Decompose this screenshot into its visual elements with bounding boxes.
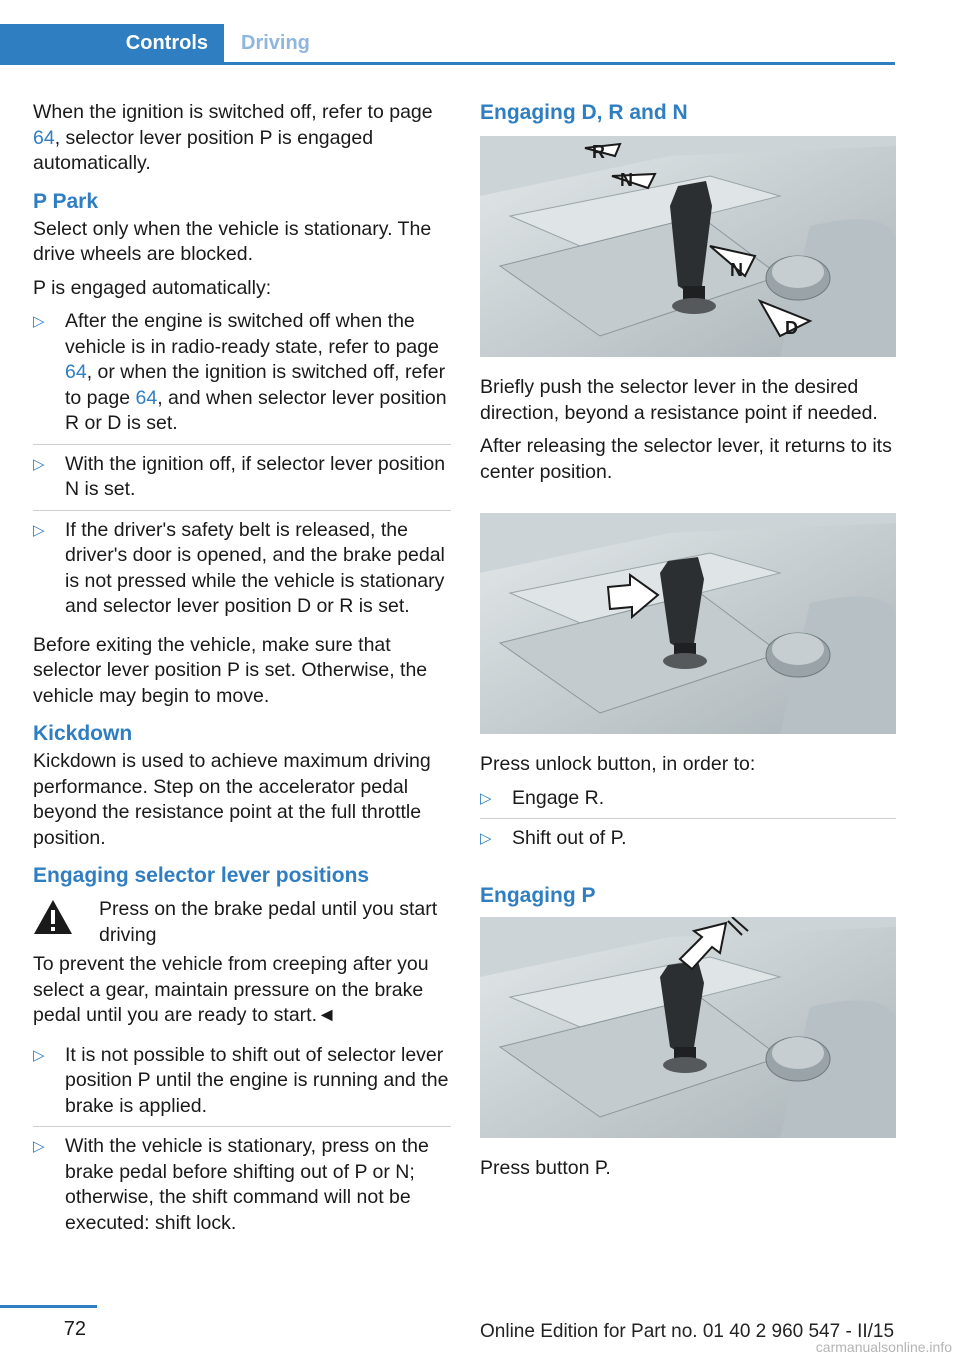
page-number: 72 — [63, 1318, 86, 1340]
list-item: ▷ If the driver's safety belt is released, the driver's door is opened, and the brake pedal is not pressed while the vehicle is stationary and selector lever position D or R is set. — [33, 518, 445, 617]
triangle-right-icon: ▷ — [33, 455, 45, 473]
left-column — [33, 100, 451, 1249]
list-item: ▷ Engage R. — [480, 786, 896, 820]
list-item: ▷ With the vehicle is stationary, press on the brake pedal before shifting out of P or N; otherwise, the shift command will not be executed: shift lock. — [33, 1135, 429, 1234]
intro-paragraph: When the ignition is switched off, refer to page 64, selector lever position P is engaged automatically. — [33, 101, 433, 174]
exit-paragraph: Before exiting the vehicle, make sure that selector lever position P is set. Otherwise, the vehicle may begin to move. — [33, 633, 428, 707]
watermark: carmanualsonline.info — [815, 1339, 952, 1355]
list-item: ▷ Shift out of P. — [480, 826, 896, 859]
triangle-right-icon: ▷ — [33, 1138, 45, 1155]
kickdown-paragraph: Kickdown is used to achieve maximum driving performance. Step on the accelerator pedal beyond the resistance point at the full throttle position. — [33, 750, 431, 849]
page-link[interactable]: 64 — [33, 126, 55, 149]
fig-label-r: R — [592, 142, 605, 162]
release-paragraph: After releasing the selector lever, it returns to its center position. — [480, 435, 892, 483]
triangle-right-icon: ▷ — [33, 1046, 45, 1064]
figure-button-p — [480, 917, 896, 1138]
fig-label-n: N — [620, 170, 633, 190]
ppark-heading: P Park — [33, 189, 98, 213]
triangle-right-icon: ▷ — [33, 313, 45, 330]
page-link[interactable]: 64 — [65, 361, 87, 383]
page-link[interactable]: 64 — [135, 386, 158, 409]
tab-driving[interactable]: Driving — [241, 32, 310, 54]
warning-triangle-icon — [33, 899, 73, 935]
figure-unlock-button — [480, 513, 896, 734]
edition-text: Online Edition for Part no. 01 40 2 960 547 - II/15 — [480, 1321, 895, 1342]
list-item: ▷ After the engine is switched off when the vehicle is in radio-ready state, refer to page 64, or when the ignition is switched off, refer to page 64, and when selector lever position R or D is set. — [33, 309, 451, 445]
list-item: ▷ With the ignition off, if selector lever position N is set. — [33, 452, 451, 511]
warning-title: Press on the brake pedal until you start driving — [99, 898, 438, 946]
figure-selector-lever-directions — [480, 136, 896, 357]
push-paragraph: Briefly push the selector lever in the desired direction, beyond a resistance point if needed. — [480, 376, 878, 424]
footer-rule — [0, 1305, 97, 1308]
kickdown-heading: Kickdown — [33, 722, 133, 745]
ppark-list — [33, 309, 451, 627]
right-column — [480, 100, 896, 1189]
engaging-p-heading: Engaging P — [480, 883, 596, 907]
engaging-drn-heading: Engaging D, R and N — [480, 101, 688, 124]
header-tabs — [0, 24, 895, 65]
tab-controls[interactable]: Controls — [0, 24, 224, 62]
unlock-paragraph: Press unlock button, in order to: — [480, 753, 756, 775]
press-p-paragraph: Press button P. — [480, 1156, 611, 1179]
warning-body: To prevent the vehicle from creeping after you select a gear, maintain pressure on the brake pedal until you are ready to start.◄ — [33, 953, 429, 1026]
fig-label-d: D — [785, 318, 798, 338]
triangle-right-icon: ▷ — [33, 521, 45, 539]
ppark-paragraph: Select only when the vehicle is stationary. The drive wheels are blocked. — [33, 217, 432, 265]
unlock-list — [480, 786, 896, 859]
engaging-list — [33, 1043, 451, 1244]
engaging-heading: Engaging selector lever positions — [33, 864, 370, 887]
fig-label-n: N — [730, 260, 743, 280]
list-item: ▷ It is not possible to shift out of selector lever position P until the engine is running and the brake is applied. — [33, 1043, 451, 1128]
ppark-auto-paragraph: P is engaged automatically: — [33, 276, 272, 299]
triangle-right-icon: ▷ — [480, 789, 492, 807]
triangle-right-icon: ▷ — [480, 830, 492, 847]
warning-box — [33, 897, 451, 948]
